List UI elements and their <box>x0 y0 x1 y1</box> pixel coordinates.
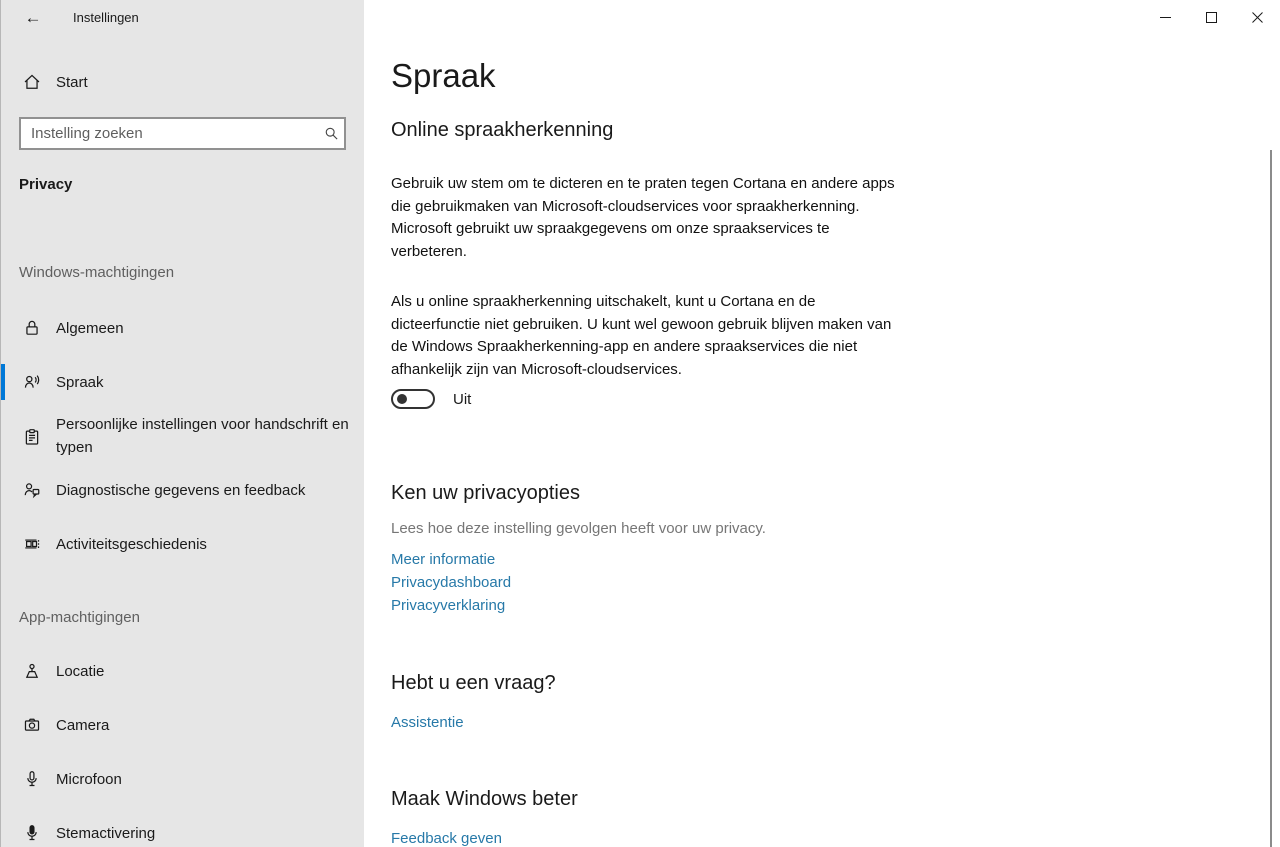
sidebar-category-title: Privacy <box>19 176 73 193</box>
handwriting-icon <box>23 428 41 446</box>
improve-windows-heading: Maak Windows beter <box>391 788 578 810</box>
settings-search <box>19 117 346 150</box>
toggle-switch-off[interactable] <box>391 389 435 409</box>
sidebar-item-camera[interactable] <box>1 705 364 745</box>
sidebar-item-stemactivering[interactable] <box>1 813 364 847</box>
voice-activation-icon <box>23 824 41 842</box>
minimize-icon <box>1160 12 1171 23</box>
toggle-knob <box>397 394 407 404</box>
sidebar-item-locatie[interactable] <box>1 651 364 691</box>
sidebar-item-label: Persoonlijke instellingen voor handschrift en typen <box>56 416 349 456</box>
search-icon[interactable] <box>318 126 344 141</box>
link-meer-informatie[interactable]: Meer informatie <box>391 551 496 568</box>
online-speech-heading: Online spraakherkenning <box>391 119 614 141</box>
sidebar-item-microfoon[interactable] <box>1 759 364 799</box>
activity-history-icon <box>23 535 41 553</box>
back-arrow-icon: ← <box>24 8 42 27</box>
sidebar-item-label: Spraak <box>56 373 104 391</box>
toggle-state-label: Uit <box>453 390 472 408</box>
main-panel <box>364 0 1280 847</box>
link-privacydashboard[interactable]: Privacydashboard <box>391 574 512 591</box>
page-title: Spraak <box>391 57 496 94</box>
home-icon <box>23 73 41 91</box>
link-privacyverklaring[interactable]: Privacyverklaring <box>391 597 506 614</box>
sidebar-item-handschrift-en-typen[interactable] <box>1 406 364 468</box>
sidebar-item-activiteitsgeschiedenis[interactable] <box>1 524 364 564</box>
lock-icon <box>23 319 41 337</box>
maximize-icon <box>1206 12 1217 23</box>
window-controls <box>1142 0 1280 34</box>
sidebar-item-label: Activiteitsgeschiedenis <box>56 535 207 553</box>
close-icon <box>1252 12 1263 23</box>
maximize-button[interactable] <box>1188 0 1234 34</box>
question-heading: Hebt u een vraag? <box>391 672 556 694</box>
online-speech-paragraph-1: Gebruik uw stem om te dicteren en te praten tegen Cortana en andere apps die gebruikmaken van Microsoft-cloudservices voor spraakherkenning. Microsoft gebruikt uw spraakgegevens om onze spraakservices te verbeteren. <box>391 175 895 260</box>
privacy-options-links <box>391 548 511 617</box>
diagnostics-icon <box>23 481 41 499</box>
search-input[interactable] <box>21 119 318 148</box>
window-title: Instellingen <box>73 10 139 25</box>
sidebar-item-label: Microfoon <box>56 770 122 788</box>
link-feedback-geven[interactable]: Feedback geven <box>391 830 502 847</box>
sidebar-item-label: Start <box>56 73 88 91</box>
online-speech-toggle[interactable] <box>391 389 471 409</box>
minimize-button[interactable] <box>1142 0 1188 34</box>
section-header-app-permissions: App-machtigingen <box>19 609 140 626</box>
vertical-scrollbar[interactable] <box>1270 150 1272 847</box>
sidebar-item-label: Locatie <box>56 662 105 680</box>
selected-indicator <box>1 364 5 400</box>
sidebar <box>1 0 364 847</box>
privacy-options-heading: Ken uw privacyopties <box>391 482 580 504</box>
sidebar-item-label: Stemactivering <box>56 824 156 842</box>
link-assistentie[interactable]: Assistentie <box>391 714 464 731</box>
camera-icon <box>23 716 41 734</box>
sidebar-item-spraak[interactable] <box>1 362 364 402</box>
sidebar-item-label: Algemeen <box>56 319 124 337</box>
sidebar-item-label: Diagnostische gegevens en feedback <box>56 481 306 499</box>
microphone-icon <box>23 770 41 788</box>
sidebar-item-algemeen[interactable] <box>1 308 364 348</box>
online-speech-paragraph-2: Als u online spraakherkenning uitschakelt, kunt u Cortana en de dicteerfunctie niet gebruiken. U kunt wel gewoon gebruik blijven maken van de Windows Spraakherkenning-app en andere spraakservices die niet afhankelijk zijn van Microsoft-cloudservices. <box>391 293 892 378</box>
privacy-options-description: Lees hoe deze instelling gevolgen heeft voor uw privacy. <box>391 520 766 537</box>
speech-icon <box>23 373 41 391</box>
location-icon <box>23 662 41 680</box>
sidebar-item-label: Camera <box>56 716 110 734</box>
close-button[interactable] <box>1234 0 1280 34</box>
back-button[interactable] <box>19 6 47 30</box>
sidebar-item-start[interactable] <box>1 64 364 100</box>
section-header-windows-permissions: Windows-machtigingen <box>19 264 175 281</box>
sidebar-item-diagnostische-gegevens[interactable] <box>1 470 364 510</box>
